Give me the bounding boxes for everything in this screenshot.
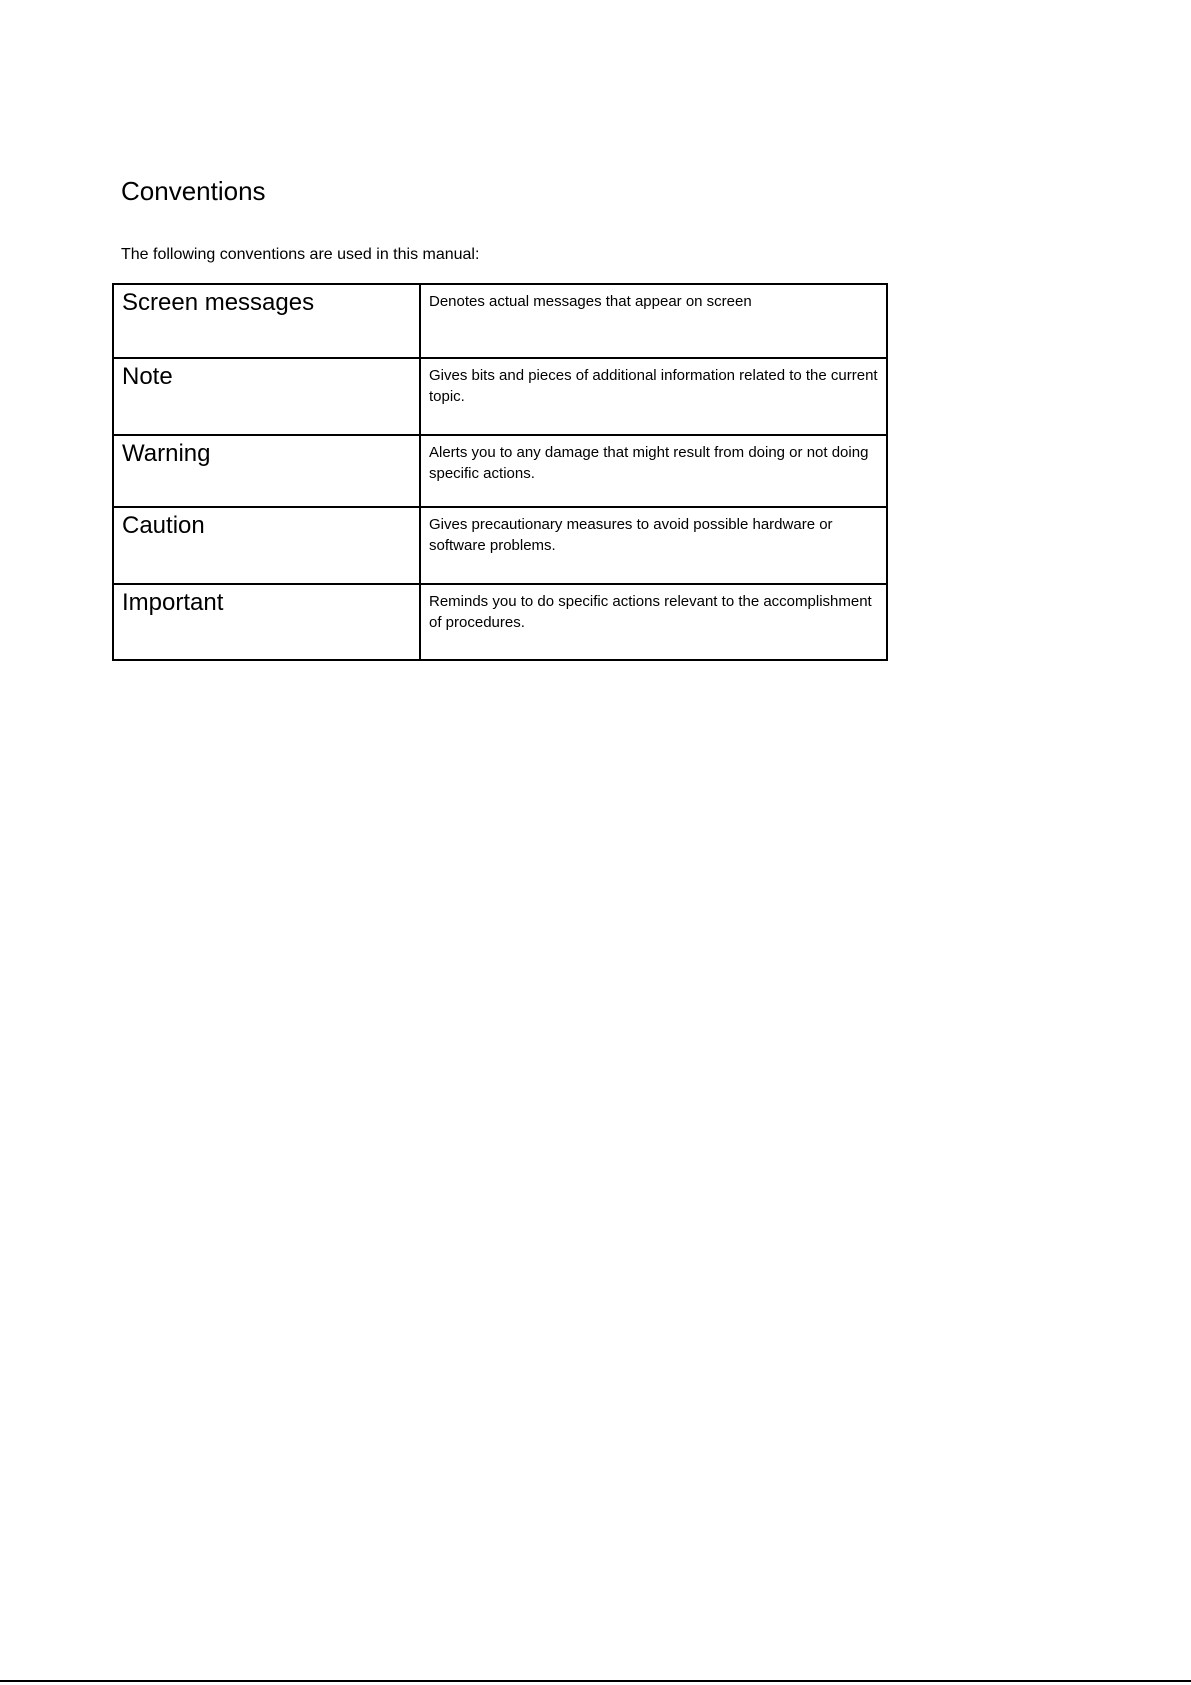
- convention-description: Denotes actual messages that appear on screen: [420, 284, 887, 358]
- footer-divider: [0, 1680, 1191, 1682]
- convention-description: Alerts you to any damage that might result from doing or not doing specific actions.: [420, 435, 887, 507]
- table-row: [113, 584, 887, 660]
- convention-term: Caution: [113, 507, 420, 584]
- table-row: [113, 507, 887, 584]
- conventions-table: [112, 283, 888, 661]
- convention-term: Note: [113, 358, 420, 435]
- table-row: [113, 284, 887, 358]
- table-row: [113, 435, 887, 507]
- intro-text: The following conventions are used in this manual:: [121, 246, 480, 263]
- convention-term: Warning: [113, 435, 420, 507]
- convention-term: Important: [113, 584, 420, 660]
- page-heading: Conventions: [121, 176, 266, 206]
- table-row: [113, 358, 887, 435]
- convention-description: Gives precautionary measures to avoid possible hardware or software problems.: [420, 507, 887, 584]
- convention-description: Reminds you to do specific actions relevant to the accomplishment of procedures.: [420, 584, 887, 660]
- convention-description: Gives bits and pieces of additional information related to the current topic.: [420, 358, 887, 435]
- convention-term: Screen messages: [113, 284, 420, 358]
